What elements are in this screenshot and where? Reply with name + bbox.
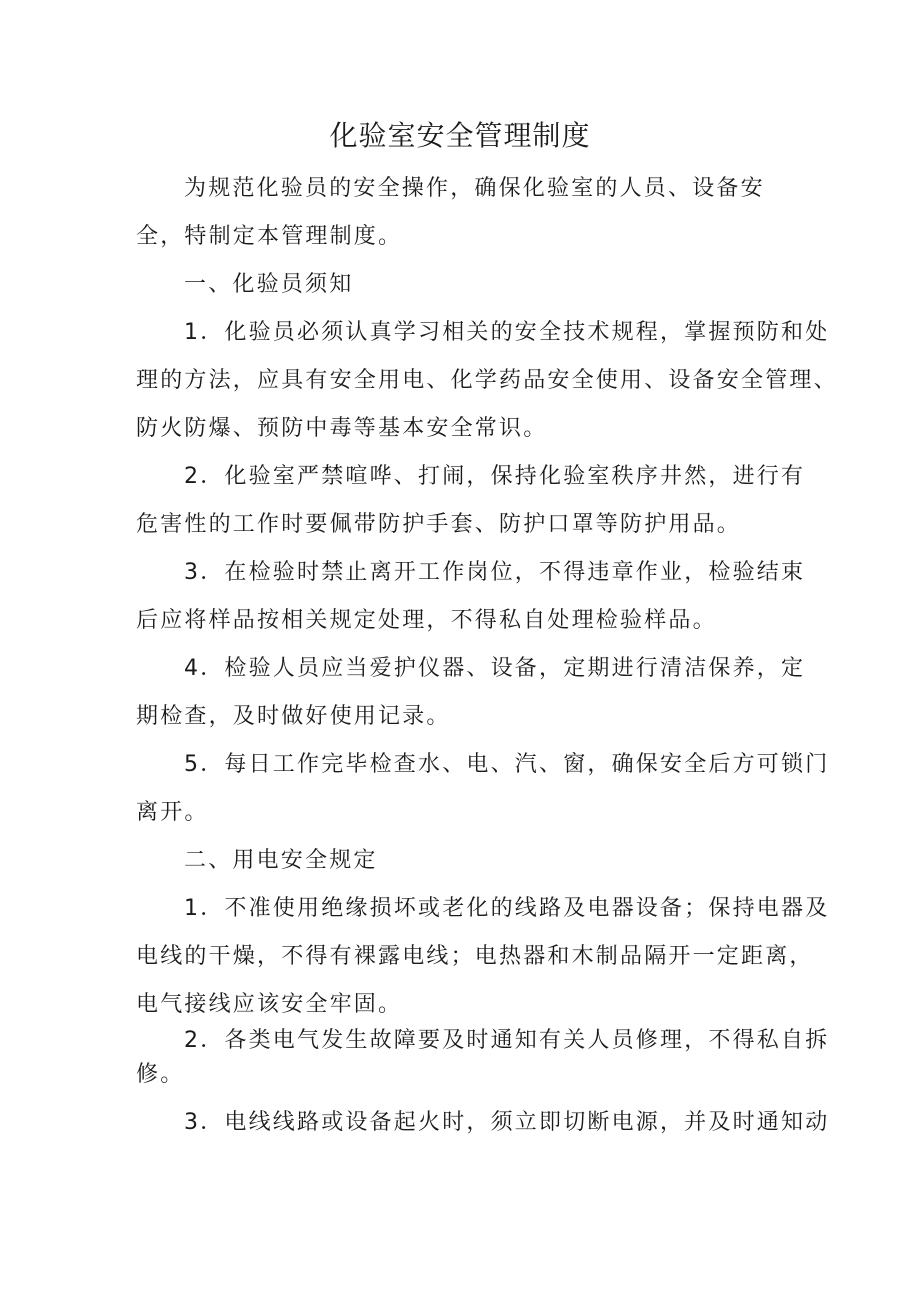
paragraph-line: 3．电线线路或设备起火时，须立即切断电源，并及时通知动 [184,1110,830,1135]
section-heading-1: 一、化验员须知 [184,272,354,297]
paragraph-line: 2．化验室严禁喧哗、打闹，保持化验室秩序井然，进行有 [184,464,806,489]
paragraph-line: 1．化验员必须认真学习相关的安全技术规程，掌握预防和处 [184,320,830,345]
intro-line-2: 全，特制定本管理制度。 [136,224,403,249]
section-heading-2: 二、用电安全规定 [184,848,378,873]
intro-line-1: 为规范化验员的安全操作，确保化验室的人员、设备安 [184,176,765,201]
paragraph-line: 理的方法，应具有安全用电、化学药品安全使用、设备安全管理、 [136,368,838,393]
paragraph-line: 离开。 [136,800,209,825]
paragraph-line: 电气接线应该安全牢固。 [136,992,403,1017]
paragraph-line: 修。 [136,1062,185,1087]
paragraph-line: 1．不准使用绝缘损坏或老化的线路及电器设备；保持电器及 [184,896,830,921]
paragraph-line: 电线的干燥，不得有裸露电线；电热器和木制品隔开一定距离， [136,944,814,969]
paragraph-line: 危害性的工作时要佩带防护手套、防护口罩等防护用品。 [136,512,742,537]
paragraph-line: 4．检验人员应当爱护仪器、设备，定期进行清洁保养，定 [184,656,806,681]
page-title: 化验室安全管理制度 [329,119,591,152]
paragraph-line: 防火防爆、预防中毒等基本安全常识。 [136,416,548,441]
paragraph-line: 2．各类电气发生故障要及时通知有关人员修理，不得私自拆 [184,1028,830,1053]
paragraph-line: 后应将样品按相关规定处理，不得私自处理检验样品。 [136,608,717,633]
paragraph-line: 3．在检验时禁止离开工作岗位，不得违章作业，检验结束 [184,560,806,585]
paragraph-line: 期检查，及时做好使用记录。 [136,704,451,729]
paragraph-line: 5．每日工作完毕检查水、电、汽、窗，确保安全后方可锁门 [184,752,830,777]
